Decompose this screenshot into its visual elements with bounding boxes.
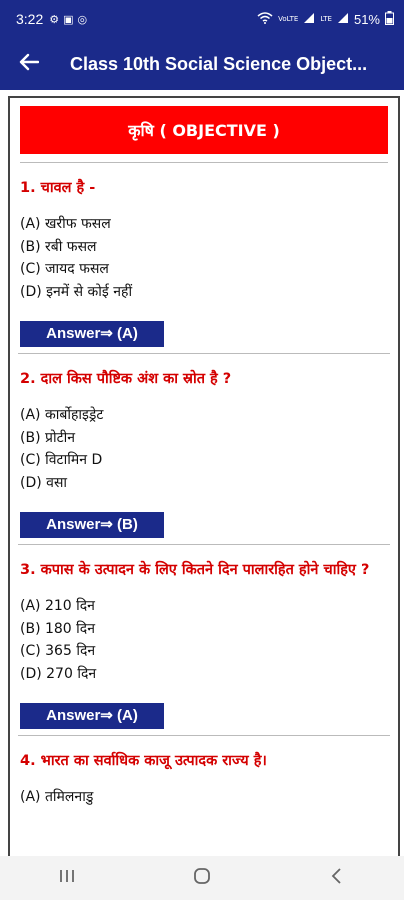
recents-button[interactable] xyxy=(27,856,107,900)
question-text: 4. भारत का सर्वाधिक काजू उत्पादक राज्य है। xyxy=(20,753,267,769)
nav-back-button[interactable] xyxy=(297,856,377,900)
status-time: 3:22 xyxy=(16,11,44,27)
option: (C) विटामिन D xyxy=(20,452,103,468)
option: (C) जायद फसल xyxy=(20,261,109,277)
question-text: 3. कपास के उत्पादन के लिए कितने दिन पालारहित होने चाहिए ? xyxy=(20,562,370,578)
options-list xyxy=(18,595,390,685)
status-right xyxy=(257,11,394,28)
network-label-2: LTE xyxy=(320,15,332,23)
option: (A) खरीफ फसल xyxy=(20,216,111,232)
question-text: 1. चावल है - xyxy=(20,180,96,196)
option: (D) वसा xyxy=(20,474,68,491)
content-scroll[interactable] xyxy=(10,98,398,809)
wifi-icon xyxy=(257,12,273,27)
option: (B) प्रोटीन xyxy=(20,429,76,446)
system-nav-bar xyxy=(0,856,404,900)
page-title: Class 10th Social Science Object... xyxy=(70,53,368,74)
option: (A) 210 दिन xyxy=(20,598,95,614)
signal-icon-2 xyxy=(337,12,349,27)
divider xyxy=(18,735,390,736)
network-label-1: VoLTE xyxy=(278,15,299,23)
home-icon xyxy=(192,866,212,890)
divider xyxy=(18,544,390,545)
notification-icon: ⚙ xyxy=(49,12,60,26)
options-list xyxy=(18,213,390,303)
option: (D) 270 दिन xyxy=(20,665,97,682)
circle-notification-icon: ◎ xyxy=(77,12,88,26)
content-frame[interactable] xyxy=(8,96,400,856)
option: (C) 365 दिन xyxy=(20,643,96,659)
status-left-icons xyxy=(49,13,87,26)
answer-badge: Answer⇒ (A) xyxy=(20,321,164,347)
back-button[interactable] xyxy=(0,38,58,90)
gallery-icon: ▣ xyxy=(63,12,74,26)
option: (A) कार्बोहाइड्रेट xyxy=(20,407,104,423)
question-text: 2. दाल किस पौष्टिक अंश का स्रोत है ? xyxy=(20,371,232,387)
status-bar xyxy=(0,0,404,38)
arrow-left-icon xyxy=(19,53,39,75)
option: (A) तमिलनाडु xyxy=(20,789,94,805)
app-bar xyxy=(0,38,404,90)
battery-icon xyxy=(385,11,394,28)
section-banner: कृषि ( OBJECTIVE ) xyxy=(20,106,388,154)
options-list xyxy=(18,404,390,494)
option: (D) इनमें से कोई नहीं xyxy=(20,283,133,300)
options-list xyxy=(18,786,390,809)
divider xyxy=(18,353,390,354)
option: (B) रबी फसल xyxy=(20,238,97,255)
answer-badge: Answer⇒ (B) xyxy=(20,512,164,538)
option: (B) 180 दिन xyxy=(20,620,95,637)
answer-badge: Answer⇒ (A) xyxy=(20,703,164,729)
chevron-left-icon xyxy=(330,867,344,889)
signal-icon-1 xyxy=(303,12,315,27)
divider xyxy=(20,162,388,163)
battery-percent: 51% xyxy=(353,11,380,27)
home-button[interactable] xyxy=(162,856,242,900)
recents-icon xyxy=(58,868,76,888)
